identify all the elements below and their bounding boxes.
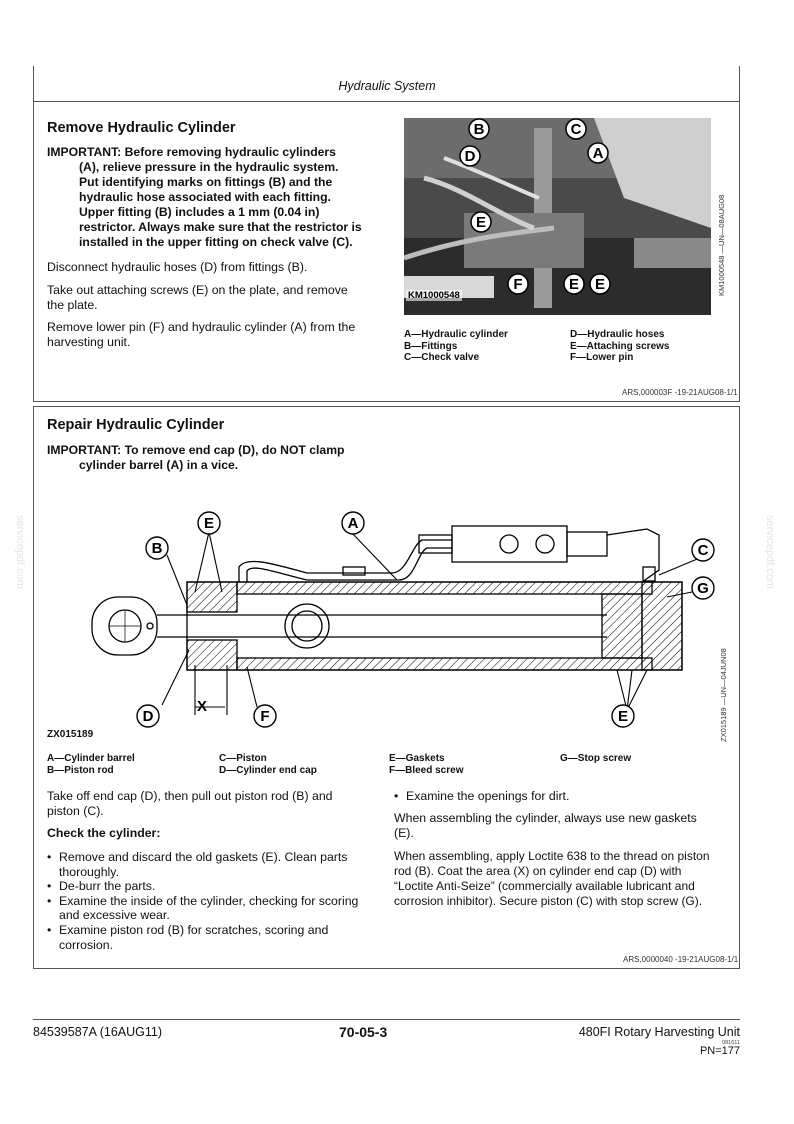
- svg-text:E: E: [203, 515, 215, 532]
- section2-legend-col1: A—Cylinder barrel B—Piston rod: [47, 753, 135, 776]
- svg-text:B: B: [151, 540, 163, 557]
- footer-doc-number: 84539587A (16AUG11): [33, 1025, 163, 1039]
- svg-text:E: E: [475, 214, 487, 231]
- svg-text:X: X: [196, 698, 208, 715]
- section1-ref: ARS,000003F -19-21AUG08-1/1: [622, 388, 738, 397]
- important-line: Upper fitting (B) includes a 1 mm (0.04 in): [79, 205, 320, 219]
- footer-small-code: 081611: [722, 1040, 740, 1046]
- page-header-title: Hydraulic System: [338, 79, 436, 93]
- photo-id: KM1000548: [408, 290, 460, 301]
- diagram-callout-g: [692, 577, 714, 599]
- callout-b: [469, 119, 489, 139]
- cylinder-photo: [404, 118, 711, 315]
- section2-top-rule: [33, 406, 740, 407]
- callout-f: [508, 274, 528, 294]
- list-item: • De-burr the parts.: [47, 879, 387, 894]
- important-line: hydraulic hose associated with each fitting.: [79, 190, 331, 204]
- diagram-callout-a: [342, 512, 364, 534]
- svg-text:C: C: [570, 121, 582, 138]
- section2-right-para2: When assembling, apply Loctite 638 to the thread on piston rod (B). Coat the area (X) on cylinder end cap (D) with “Loctite Anti-Seize” (commercially available lubricant and corrosion inhibitor). Secure piston (C) with stop screw (G).: [394, 849, 710, 908]
- diagram-callout-e: [612, 705, 634, 727]
- diagram-callout-f: [254, 705, 276, 727]
- section1-para1: Disconnect hydraulic hoses (D) from fittings (B).: [47, 260, 308, 274]
- important-line: restrictor. Always make sure that the restrictor is: [79, 220, 362, 234]
- list-item: • Examine the openings for dirt.: [394, 789, 734, 804]
- callout-a: [588, 143, 608, 163]
- svg-text:C: C: [697, 542, 709, 559]
- section1-bottom-rule: [33, 401, 740, 402]
- section1-left-rule: [33, 101, 34, 401]
- svg-text:E: E: [568, 276, 580, 293]
- callout-e: [471, 212, 491, 232]
- watermark-right: servicepdf.com: [764, 515, 776, 589]
- svg-text:E: E: [594, 276, 606, 293]
- important-line: installed in the upper fitting on check valve (C).: [79, 235, 353, 249]
- footer-product: 480FI Rotary Harvesting Unit: [578, 1025, 740, 1039]
- callout-c: [566, 119, 586, 139]
- check-cylinder-list: [47, 850, 387, 952]
- section2-ref: ARS,0000040 -19-21AUG08-1/1: [623, 955, 739, 964]
- important-line: Put identifying marks on fittings (B) and the: [79, 175, 333, 189]
- diagram-callout-e: [198, 512, 220, 534]
- list-item: • Remove and discard the old gaskets (E). Clean parts thoroughly.: [47, 850, 387, 879]
- callout-e: [590, 274, 610, 294]
- section1-title: Remove Hydraulic Cylinder: [47, 120, 236, 136]
- section1-legend-col1: A—Hydraulic cylinder B—Fittings C—Check valve: [404, 329, 508, 363]
- diagram-callout-b: [146, 537, 168, 559]
- section2-left-para: Take off end cap (D), then pull out piston rod (B) and piston (C).: [47, 789, 333, 818]
- section1-para2: Take out attaching screws (E) on the plate, and remove the plate.: [47, 283, 348, 312]
- svg-text:D: D: [464, 148, 476, 165]
- section2-legend-col4: G—Stop screw: [560, 753, 632, 764]
- cylinder-cross-section-diagram: [47, 485, 727, 747]
- section1-para3: Remove lower pin (F) and hydraulic cylinder (A) from the harvesting unit.: [47, 320, 356, 349]
- section2-important: IMPORTANT: To remove end cap (D), do NOT clamp cylinder barrel (A) in a vice.: [47, 443, 345, 472]
- section2-title: Repair Hydraulic Cylinder: [47, 417, 225, 433]
- check-cylinder-title: Check the cylinder:: [47, 826, 161, 840]
- diagram-callout-c: [692, 539, 714, 561]
- svg-text:F: F: [260, 708, 270, 725]
- openings-bullet: [394, 789, 734, 804]
- section1-right-rule: [739, 101, 740, 401]
- photo-side-id: KM1000548 —UN—08AUG08: [717, 194, 726, 296]
- callout-e: [564, 274, 584, 294]
- callout-d: [460, 146, 480, 166]
- watermark-left: servicepdf.com: [14, 515, 26, 589]
- section1-important: [47, 145, 392, 250]
- section2-right-rule: [739, 406, 740, 968]
- diagram-side-id: ZX015189 —UN—04JUN08: [719, 648, 728, 742]
- photo-callouts: [404, 118, 711, 315]
- diagram-label-x: [197, 698, 207, 715]
- diagram-callout-d: [137, 705, 159, 727]
- section1-legend-col2: D—Hydraulic hoses E—Attaching screws F—Lower pin: [570, 329, 670, 363]
- section2-right-para1: When assembling the cylinder, always use new gaskets (E).: [394, 811, 697, 840]
- footer-rule: [33, 1019, 740, 1020]
- section2-left-rule: [33, 406, 34, 968]
- footer-page-number: 70-05-3: [339, 1024, 388, 1040]
- important-line: IMPORTANT: Before removing hydraulic cylinders: [47, 145, 336, 159]
- section2-legend-col2: C—Piston D—Cylinder end cap: [219, 753, 317, 776]
- svg-text:E: E: [617, 708, 629, 725]
- section2-bottom-rule: [33, 968, 740, 969]
- svg-text:G: G: [697, 580, 709, 597]
- section2-legend-col3: E—Gaskets F—Bleed screw: [389, 753, 464, 776]
- svg-text:B: B: [473, 121, 485, 138]
- list-item: • Examine the inside of the cylinder, checking for scoring and excessive wear.: [47, 894, 387, 923]
- svg-text:A: A: [592, 145, 604, 162]
- svg-text:F: F: [513, 276, 523, 293]
- diagram-id: ZX015189: [47, 729, 94, 740]
- svg-text:A: A: [347, 515, 359, 532]
- important-line: (A), relieve pressure in the hydraulic system.: [79, 160, 339, 174]
- footer-pn: PN=177: [699, 1045, 740, 1057]
- svg-text:D: D: [142, 708, 154, 725]
- header-bottom-rule: [33, 101, 740, 102]
- list-item: • Examine piston rod (B) for scratches, scoring and corrosion.: [47, 923, 387, 952]
